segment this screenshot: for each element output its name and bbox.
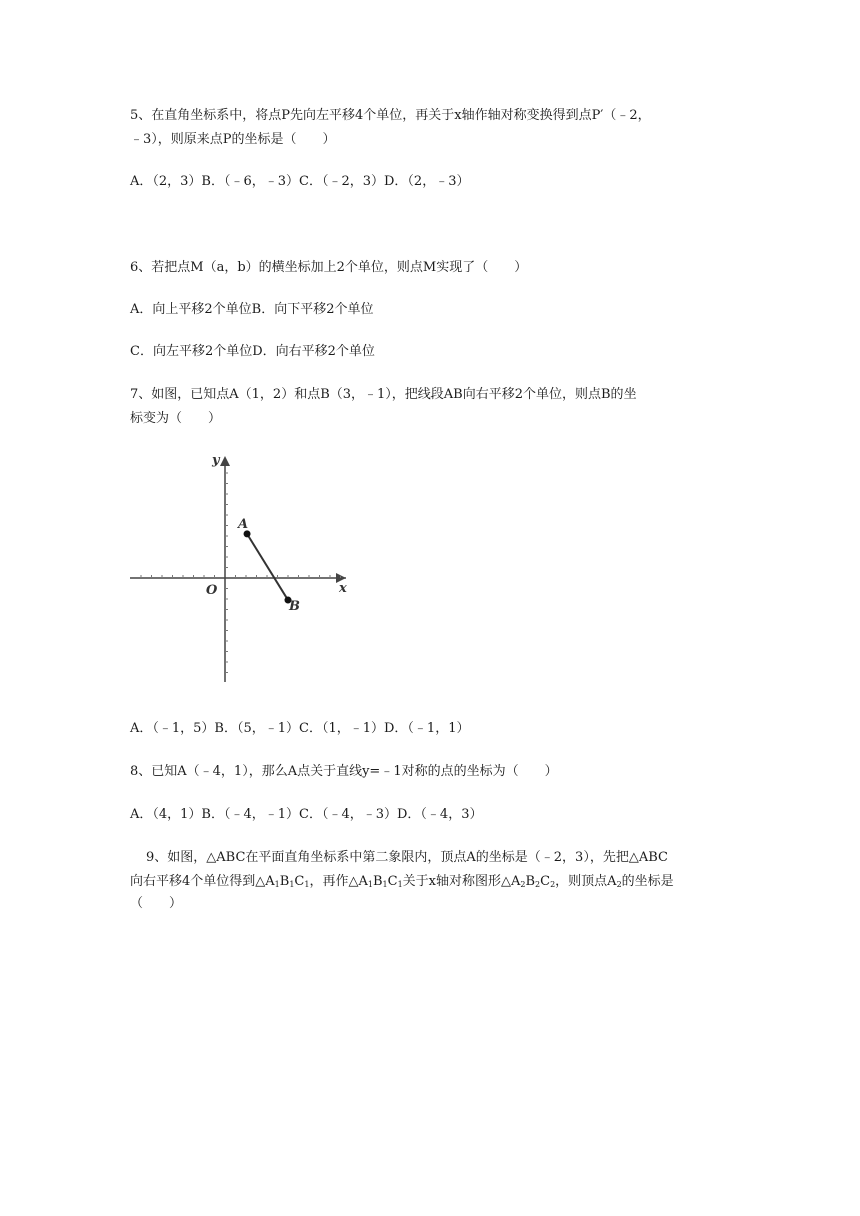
q6-options-cd: C．向左平移2个单位D．向右平移2个单位 [130, 344, 375, 359]
figure-axes [130, 456, 346, 682]
q9-stem-line1: 9、如图，△ABC在平面直角坐标系中第二象限内，顶点A的坐标是（﹣2，3），先把△ABC [146, 850, 668, 865]
q7-stem-line2: 标变为（ ） [130, 411, 222, 426]
x-axis-label: x [339, 581, 347, 596]
q5-stem-line2: ﹣3），则原来点P的坐标是（ ） [130, 132, 336, 147]
q9-stem-line3: （ ） [130, 896, 183, 911]
point-b-label: B [289, 599, 300, 615]
y-axis-label: y [212, 453, 220, 468]
q7-stem-line1: 7、如图，已知点A（1，2）和点B（3，﹣1），把线段AB向右平移2个单位，则点B的坐 [130, 387, 637, 402]
q5-options: A．（2，3）B．（﹣6，﹣3）C．（﹣2，3）D．（2，﹣3） [130, 174, 470, 189]
y-axis-arrow [220, 456, 230, 466]
q5-stem-line1: 5、在直角坐标系中，将点P先向左平移4个单位，再关于x轴作轴对称变换得到点P′（﹣2， [130, 108, 651, 123]
axis-ticks [141, 473, 341, 673]
q7-options: A．（﹣1，5）B．（5，﹣1）C．（1，﹣1）D．（﹣1，1） [130, 721, 470, 736]
q6-options-ab: A．向上平移2个单位B．向下平移2个单位 [130, 302, 374, 317]
q6-stem: 6、若把点M（a，b）的横坐标加上2个单位，则点M实现了（ ） [130, 260, 528, 275]
segment-ab [247, 534, 288, 600]
q8-options: A．（4，1）B．（﹣4，﹣1）C．（﹣4，﹣3）D．（﹣4，3） [130, 807, 483, 822]
q9-stem-line2: 向右平移4个单位得到$\triangle A_1B_1C_1$，再作$\triangle A_1B_1C_1$关于x轴对称图形$\triangle A_2B_2C_2$，则顶点$A_2$的坐标是 [130, 874, 674, 889]
point-a-label: A [238, 516, 249, 532]
q8-stem: 8、已知A（﹣4，1），那么A点关于直线y=﹣1对称的点的坐标为（ ） [130, 764, 558, 779]
q7-coordinate-figure [126, 452, 356, 688]
origin-label: O [206, 583, 218, 598]
